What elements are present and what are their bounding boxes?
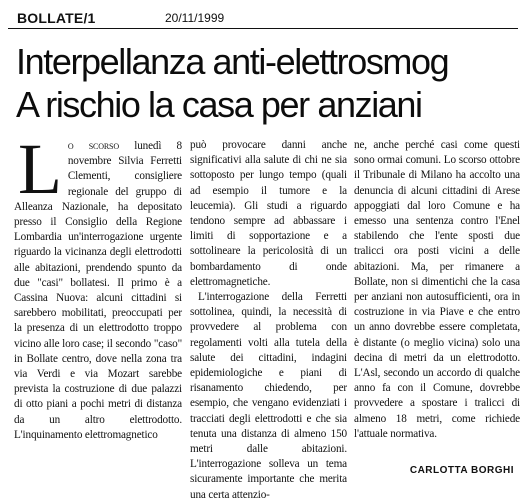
lead-in: o scorso [67,140,119,152]
headline-line-1: Interpellanza anti-elettrosmog [16,41,449,82]
article-column-3 [354,138,520,442]
section-label: BOLLATE/1 [17,10,96,26]
drop-cap: L [18,129,62,209]
column-1-text: lunedì 8 novembre Silvia Ferretti Clementi, consigliere regionale del gruppo di Alleanza Nazionale, ha depositato presso il Consiglio della Regione Lombardia un'interrogazione urgente riguardo la vicinanza degli elettrodotti alle abitazioni, prendendo spunto da due "casi" bollatesi. Il primo è a Cassina Nuova: alcuni cittadini si sarebbero mobilitati, preoccupati per la presenza di un elettrodotto troppo vicino alle loro case; il secondo "caso" in Bollate centro, dove nella zona tra via Verdi e via Mozart sarebbe prevista la costruzione di due palazzi di otto piani a pochi metri di distanza da un altro elettrodotto. L'inquinamento elettromagnetico [14,140,183,441]
article-column-1 [14,129,183,443]
article-headline [16,40,448,126]
article-column-2 [190,138,347,503]
column-3-text: ne, anche perché casi come questi sono ormai comuni. Lo scorso ottobre il Tribunale di Milano ha accolto una denuncia di alcuni cittadini di Arese appoggiati dal loro Comune e ha emesso una sentenza contro l'Enel stabilendo che l'ente sposti due tralicci ora posti vicini a delle abitazioni. Ma, per rimanere a Bollate, non si dimentichi che la casa per anziani non autosufficienti, ora in costruzione in via Piave e che entro un anno dovrebbe essere completata, è distante (o meglio vicina) solo una decina di metri da un elettrodotto. L'Asl, secondo un accordo di qualche anno fa con il Comune, dovrebbe provvedere a spostare i tralicci di almeno 18 metri, come richiede l'attuale normativa. [354,139,520,440]
publication-date: 20/11/1999 [165,11,225,25]
column-2-paragraph-2: L'interrogazione della Ferretti sottolinea, quindi, la necessità di provvedere al problema con regolamenti volti alla tutela della salute dei cittadini, indagini epidemiologiche e piani di risanamento chiedendo, per esempio, che vengano evidenziati i tracciati degli elettrodotti e che sia tenuta una distanza di almeno 150 metri dalle abitazioni. L'interrogazione solleva un tema sicuramente importante che merita una certa attenzio- [190,291,347,501]
headline-line-2: A rischio la casa per anziani [16,84,422,125]
author-byline: CARLOTTA BORGHI [409,465,514,476]
page-header [0,0,526,30]
header-rule [8,28,518,29]
column-2-paragraph-1: può provocare danni anche significativi alla salute di chi ne sia sottoposto per lungo tempo (quali ad esempio il tumore e la leucemia). Gli studi a riguardo tendono sempre ad abbassare i limiti di sopportazione e a sottolineare la pericolosità di un bombardamento di onde elettromagnetiche. [190,139,347,288]
